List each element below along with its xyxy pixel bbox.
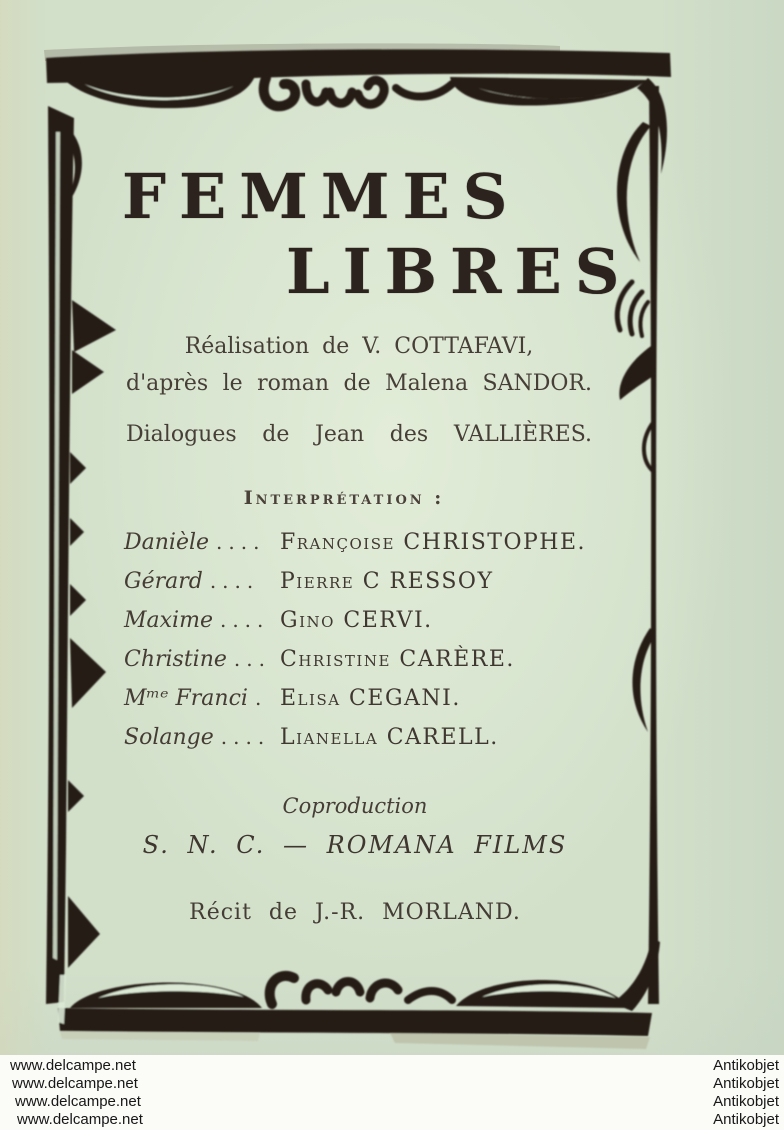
narration-credit: Récit de J.-R. MORLAND. <box>189 900 521 925</box>
cast-row <box>124 569 494 599</box>
film-title-line-1: FEMMES <box>122 160 521 233</box>
cast-row <box>124 725 499 755</box>
cast-actor: Lianella CARELL. <box>280 725 499 750</box>
leader-dots: .... <box>209 569 260 593</box>
cast-role: Danièle <box>124 530 210 555</box>
cast-actor: Pierre C RESSOY <box>280 569 494 594</box>
credit-dialogues: Dialogues de Jean des VALLIÈRES. <box>126 422 592 447</box>
cast-section-heading: Interprétation : <box>243 487 445 509</box>
cast-role: Maxime <box>124 608 213 633</box>
watermark-seller-name: Antikobjet <box>713 1093 779 1110</box>
cast-actor: Christine CARÈRE. <box>280 647 515 672</box>
cast-row <box>124 686 461 716</box>
watermark-row <box>0 1111 784 1129</box>
credit-novel: d'après le roman de Malena SANDOR. <box>126 371 592 396</box>
leader-dots: ... <box>233 647 271 671</box>
cast-role: Christine <box>124 647 227 672</box>
leader-dots: .... <box>216 530 266 554</box>
watermark-site-url: www.delcampe.net <box>15 1093 141 1110</box>
coproduction-companies: S. N. C. — ROMANA FILMS <box>142 831 568 859</box>
cast-role: Gérard <box>124 569 203 594</box>
leader-dots: .... <box>219 608 270 632</box>
credit-director: Réalisation de V. COTTAFAVI, <box>184 334 534 359</box>
cast-role: Solange <box>124 725 214 750</box>
watermark-site-url: www.delcampe.net <box>17 1111 143 1128</box>
watermark-band <box>0 1055 784 1130</box>
watermark-site-url: www.delcampe.net <box>12 1075 138 1092</box>
leader-dots: .... <box>220 725 271 749</box>
leader-dots: . <box>254 686 268 710</box>
coproduction-label: Coproduction <box>282 794 428 818</box>
watermark-seller-name: Antikobjet <box>713 1075 779 1092</box>
cast-actor: Elisa CEGANI. <box>280 686 461 711</box>
watermark-seller-name: Antikobjet <box>713 1057 779 1074</box>
watermark-seller-name: Antikobjet <box>713 1111 779 1128</box>
cast-role: Mᵐᵉ Franci <box>124 686 248 711</box>
watermark-row <box>0 1075 784 1093</box>
cast-row <box>124 647 515 677</box>
cast-actor: Gino CERVI. <box>280 608 433 633</box>
watermark-row <box>0 1057 784 1075</box>
cast-actor: Françoise CHRISTOPHE. <box>280 530 587 555</box>
watermark-row <box>0 1093 784 1111</box>
cast-row <box>124 530 587 560</box>
cast-row <box>124 608 433 638</box>
watermark-site-url: www.delcampe.net <box>10 1057 136 1074</box>
film-title-line-2: LIBRES <box>286 235 633 308</box>
